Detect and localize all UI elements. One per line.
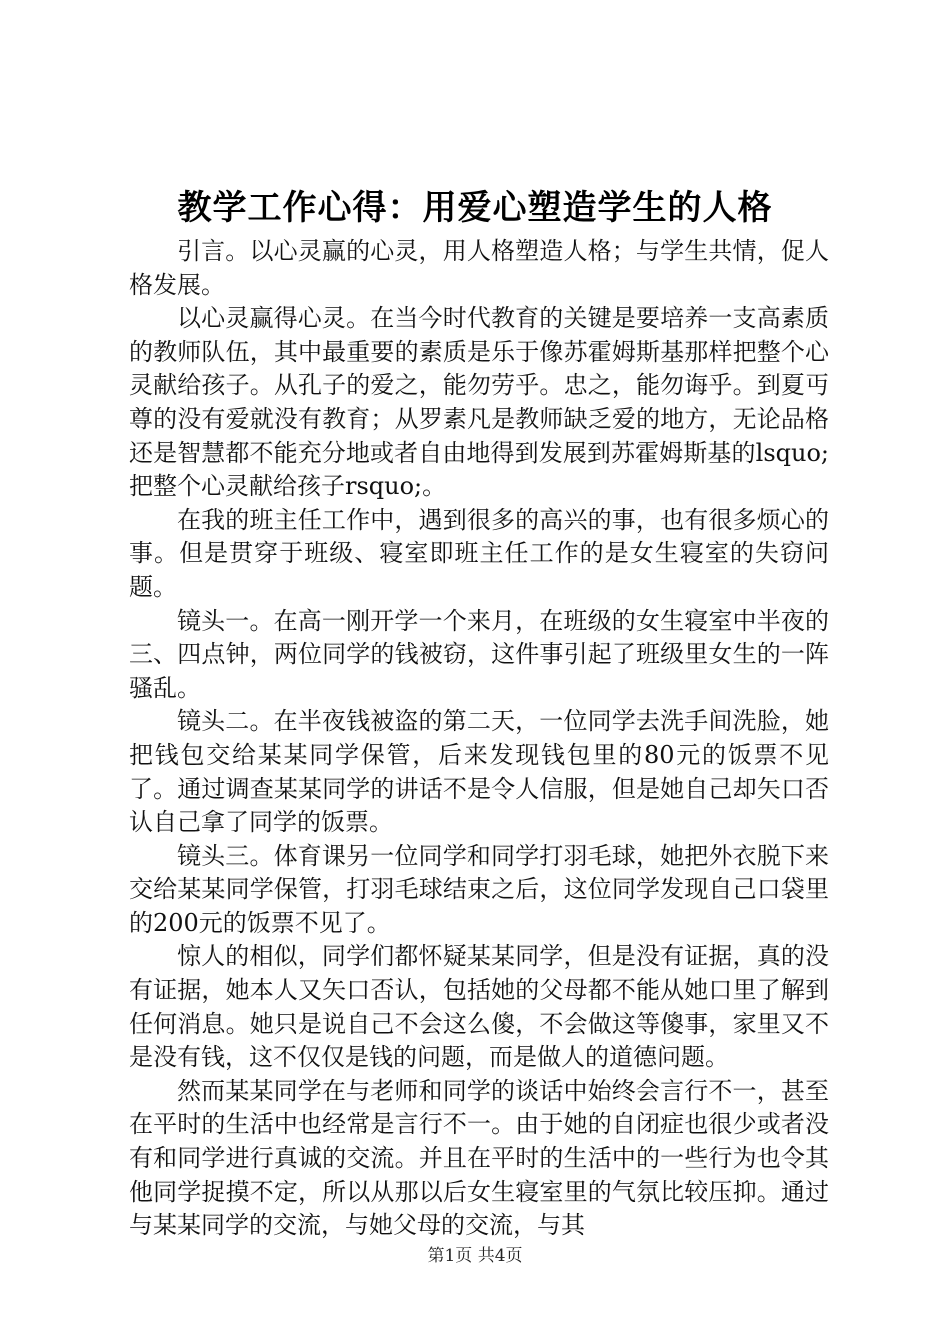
paragraph-heart: 以心灵赢得心灵。在当今时代教育的关键是要培养一支高素质的教师队伍，其中最重要的素质是乐于像苏霍姆斯基那样把整个心灵献给孩子。从孔子的爱之，能勿劳乎。忠之，能勿诲乎。到夏丏尊的没有爱就没有教育；从罗素凡是教师缺乏爱的地方，无论品格还是智慧都不能充分地或者自由地得到发展到苏霍姆斯基的lsquo;把整个心灵献给孩子rsquo;。 [129, 304, 829, 501]
document-body [129, 235, 829, 1243]
paragraph-scene-three: 镜头三。体育课另一位同学和同学打羽毛球，她把外衣脱下来交给某某同学保管，打羽毛球结束之后，这位同学发现自己口袋里的200元的饭票不见了。 [129, 841, 829, 937]
paragraph-scene-two: 镜头二。在半夜钱被盗的第二天，一位同学去洗手间洗脸，她把钱包交给某某同学保管，后来发现钱包里的80元的饭票不见了。通过调查某某同学的讲话不是令人信服，但是她自己却矢口否认自己拿了同学的饭票。 [129, 707, 829, 837]
paragraph-suspicion: 惊人的相似，同学们都怀疑某某同学，但是没有证据，真的没有证据，她本人又矢口否认，包括她的父母都不能从她口里了解到任何消息。她只是说自己不会这么傻，不会做这等傻事，家里又不是没有钱，这不仅仅是钱的问题，而是做人的道德问题。 [129, 942, 829, 1072]
paragraph-behavior: 然而某某同学在与老师和同学的谈话中始终会言行不一，甚至在平时的生活中也经常是言行不一。由于她的自闭症也很少或者没有和同学进行真诚的交流。并且在平时的生活中的一些行为也令其他同学捉摸不定，所以从那以后女生寝室里的气氛比较压抑。通过与某某同学的交流，与她父母的交流，与其 [129, 1076, 829, 1240]
document-title: 教学工作心得：用爱心塑造学生的人格 [177, 188, 773, 228]
paragraph-scene-one: 镜头一。在高一刚开学一个来月，在班级的女生寝室中半夜的三、四点钟，两位同学的钱被窃，这件事引起了班级里女生的一阵骚乱。 [129, 606, 829, 702]
paragraph-class-work: 在我的班主任工作中，遇到很多的高兴的事，也有很多烦心的事。但是贯穿于班级、寝室即班主任工作的是女生寝室的失窃问题。 [129, 505, 829, 601]
paragraph-intro: 引言。以心灵赢的心灵，用人格塑造人格；与学生共情，促人格发展。 [129, 237, 829, 299]
page-number-footer: 第1页 共4页 [427, 1246, 523, 1266]
